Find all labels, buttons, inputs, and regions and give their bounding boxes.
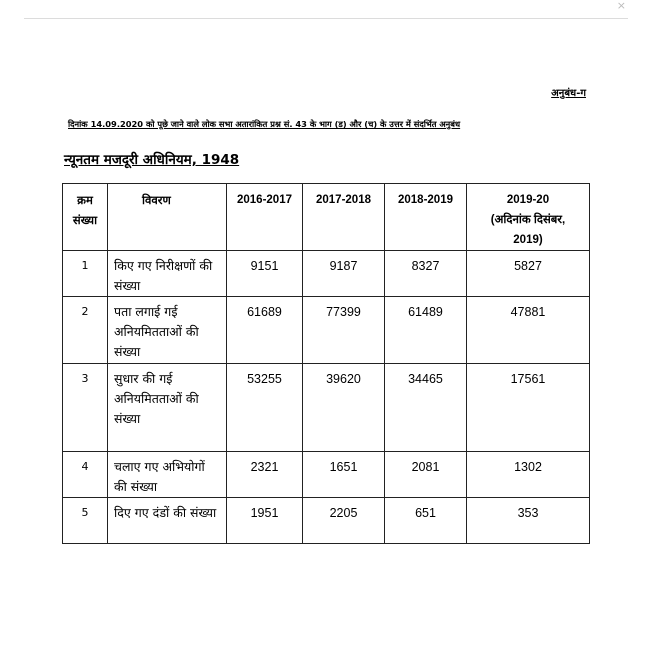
header-description: विवरण	[108, 184, 227, 251]
row-description: सुधार की गई अनियमितताओं की संख्या	[108, 364, 227, 452]
row-value-2017-2018: 9187	[303, 251, 385, 297]
row-serial: 4	[63, 452, 108, 498]
row-value-2018-2019: 8327	[385, 251, 467, 297]
row-description: चलाए गए अभियोगों की संख्या	[108, 452, 227, 498]
annex-label: अनुबंध-ग	[551, 88, 586, 99]
row-value-2019-20: 353	[467, 498, 590, 544]
row-value-2019-20: 17561	[467, 364, 590, 452]
table-row	[63, 452, 590, 498]
wages-table	[62, 183, 590, 544]
row-serial: 1	[63, 251, 108, 297]
header-2017-2018: 2017-2018	[303, 184, 385, 251]
context-line: दिनांक 14.09.2020 को पूछे जाने वाले लोक सभा अतारांकित प्रश्न सं. 43 के भाग (ड) और (च) के उत्तर में संदर्भित अनुबंध	[68, 119, 461, 129]
row-value-2019-20: 1302	[467, 452, 590, 498]
row-value-2018-2019: 61489	[385, 297, 467, 364]
table-row	[63, 297, 590, 364]
table-row	[63, 498, 590, 544]
row-value-2016-2017: 1951	[227, 498, 303, 544]
table-header-row	[63, 184, 590, 251]
row-value-2017-2018: 77399	[303, 297, 385, 364]
row-value-2017-2018: 39620	[303, 364, 385, 452]
row-value-2017-2018: 1651	[303, 452, 385, 498]
table-row	[63, 251, 590, 297]
table-row	[63, 364, 590, 452]
row-value-2018-2019: 651	[385, 498, 467, 544]
row-value-2016-2017: 53255	[227, 364, 303, 452]
act-title: न्यूनतम मजदूरी अधिनियम, 1948	[64, 152, 240, 168]
viewer-top-bar	[24, 0, 628, 19]
row-value-2019-20: 47881	[467, 297, 590, 364]
header-2016-2017: 2016-2017	[227, 184, 303, 251]
row-serial: 2	[63, 297, 108, 364]
header-serial: क्रम संख्या	[63, 184, 108, 251]
header-2019-20: 2019-20 (अदिनांक दिसंबर, 2019)	[467, 184, 590, 251]
row-value-2017-2018: 2205	[303, 498, 385, 544]
row-value-2018-2019: 2081	[385, 452, 467, 498]
row-value-2019-20: 5827	[467, 251, 590, 297]
row-serial: 3	[63, 364, 108, 452]
row-value-2016-2017: 61689	[227, 297, 303, 364]
row-serial: 5	[63, 498, 108, 544]
row-value-2016-2017: 9151	[227, 251, 303, 297]
row-description: दिए गए दंडों की संख्या	[108, 498, 227, 544]
row-value-2016-2017: 2321	[227, 452, 303, 498]
row-value-2018-2019: 34465	[385, 364, 467, 452]
header-2018-2019: 2018-2019	[385, 184, 467, 251]
close-icon[interactable]: ×	[616, 0, 626, 12]
row-description: पता लगाई गई अनियमितताओं की संख्या	[108, 297, 227, 364]
row-description: किए गए निरीक्षणों की संख्या	[108, 251, 227, 297]
